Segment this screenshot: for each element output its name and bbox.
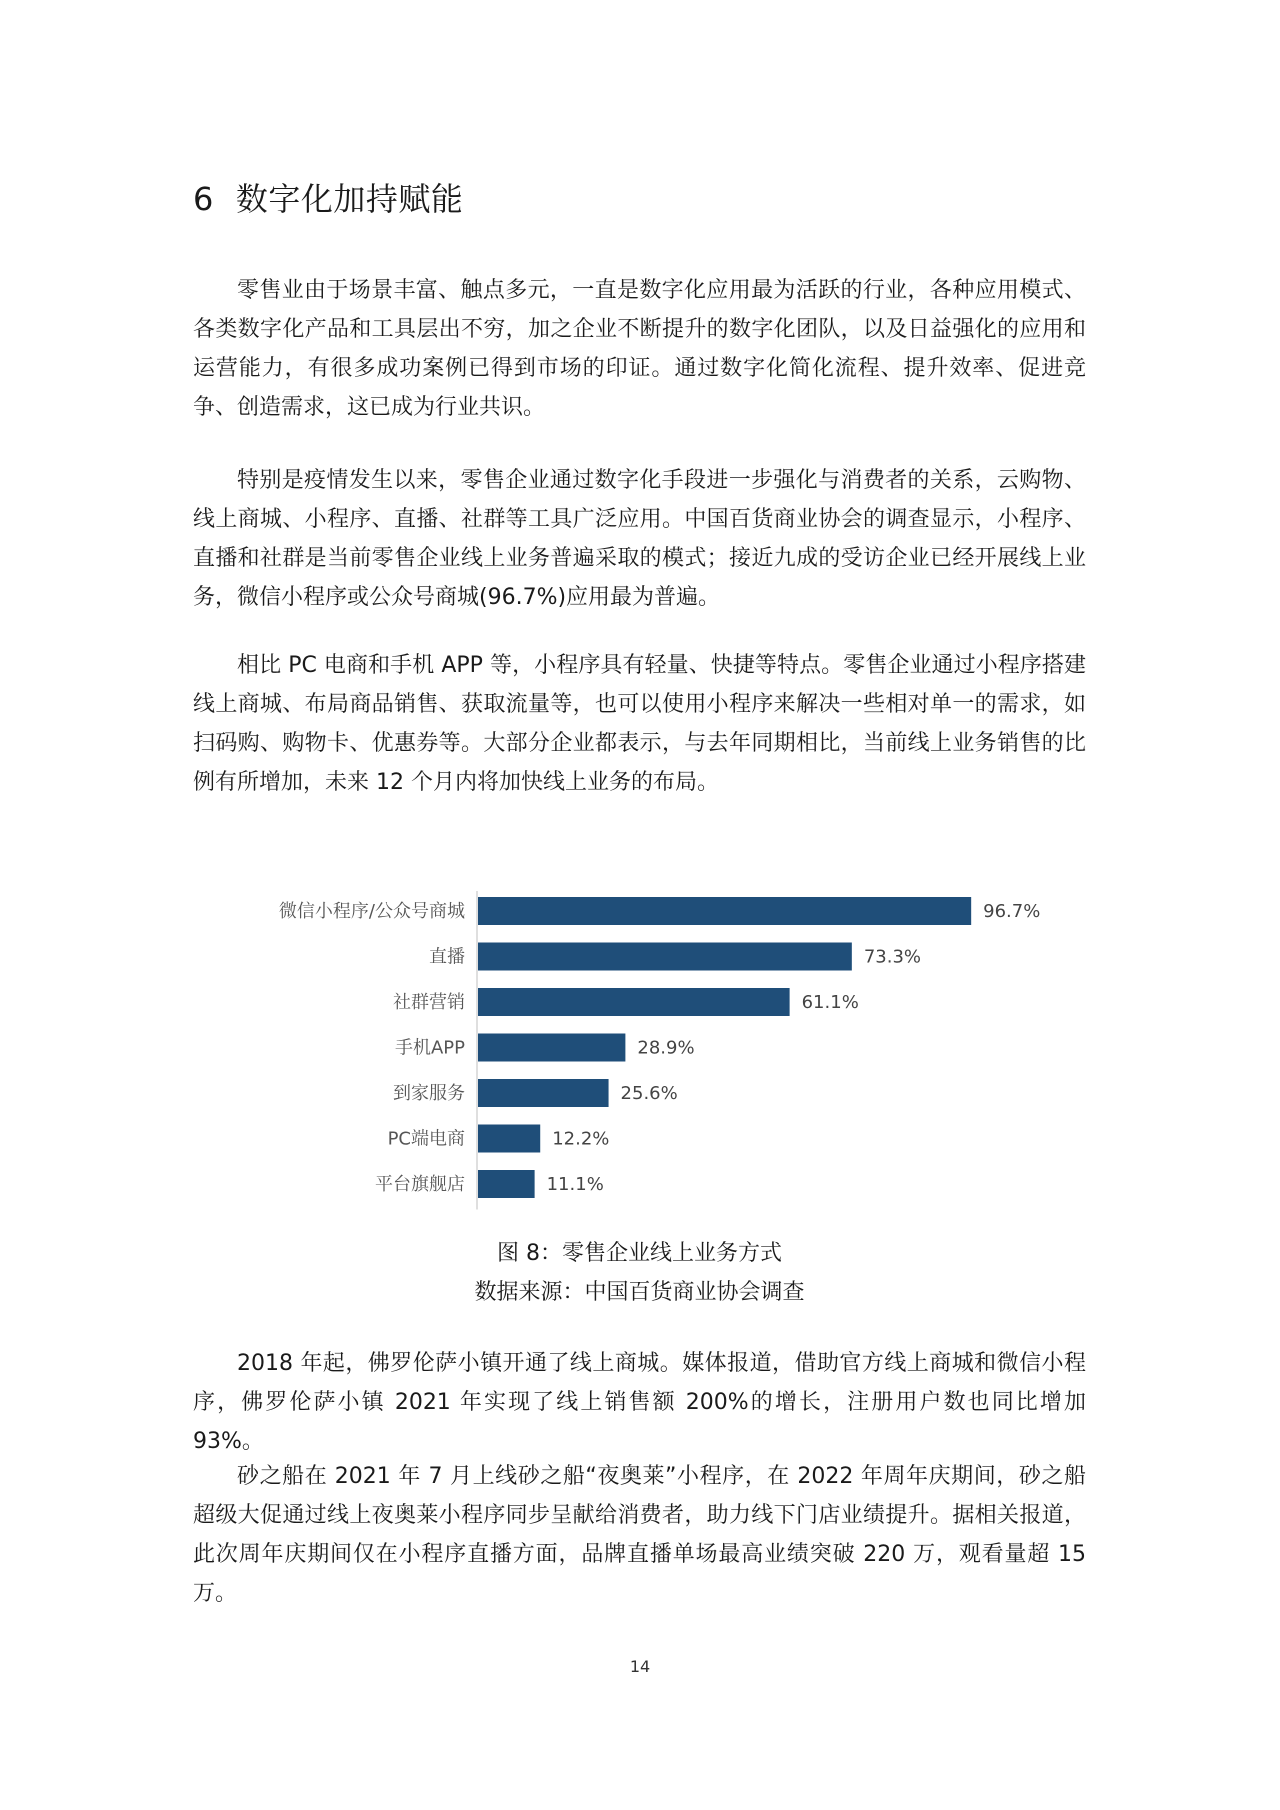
data-label: 28.9% <box>637 1037 695 1059</box>
section-heading <box>193 174 463 220</box>
category-label: 直播 <box>429 946 465 968</box>
bar <box>478 1125 540 1153</box>
data-label: 11.1% <box>546 1174 604 1195</box>
data-label: 73.3% <box>863 946 922 968</box>
body-paragraph: 零售业由于场景丰富、触点多元，一直是数字化应用最为活跃的行业，各种应用模式、各类数字化产品和工具层出不穷，加之企业不断提升的数字化团队，以及日益强化的应用和运营能力，有很多成功案例已得到市场的印证。通过数字化简化流程、提升效率、促进竞争、创造需求，这已成为行业共识。 <box>193 278 1086 420</box>
figure-source: 数据来源：中国百货商业协会调查 <box>474 1280 805 1305</box>
bar <box>478 1079 609 1107</box>
body-paragraph: 相比 PC 电商和手机 APP 等，小程序具有轻量、快捷等特点。零售企业通过小程序搭建线上商城、布局商品销售、获取流量等，也可以使用小程序来解决一些相对单一的需求，如扫码购、购物卡、优惠券等。大部分企业都表示，与去年同期相比，当前线上业务销售的比例有所增加，未来 12 个月内将加快线上业务的布局。 <box>193 653 1086 795</box>
bar <box>478 1034 625 1062</box>
data-label: 96.7% <box>983 901 1041 922</box>
online-business-bar-chart <box>193 885 1086 1215</box>
body-paragraph: 砂之船在 2021 年 7 月上线砂之船“夜奥莱”小程序，在 2022 年周年庆期间，砂之船超级大促通过线上夜奥莱小程序同步呈献给消费者，助力线下门店业绩提升。据相关报道，此次周年庆期间仅在小程序直播方面，品牌直播单场最高业绩突破 220 万，观看量超 15 万。 <box>193 1464 1086 1606</box>
body-paragraph: 特别是疫情发生以来，零售企业通过数字化手段进一步强化与消费者的关系，云购物、线上商城、小程序、直播、社群等工具广泛应用。中国百货商业协会的调查显示，小程序、直播和社群是当前零售企业线上业务普遍采取的模式；接近九成的受访企业已经开展线上业务，微信小程序或公众号商城(96.7%)应用最为普遍。 <box>193 468 1086 610</box>
bar <box>478 943 852 971</box>
category-label: 手机APP <box>394 1037 465 1059</box>
chart-svg <box>193 885 1086 1215</box>
data-label: 61.1% <box>801 992 859 1013</box>
category-label: 平台旗舰店 <box>375 1174 465 1195</box>
figure-caption: 图 8：零售企业线上业务方式 <box>497 1241 782 1266</box>
category-label: 到家服务 <box>393 1083 465 1104</box>
bar <box>478 897 971 925</box>
category-label: 社群营销 <box>393 992 465 1013</box>
section-number: 6 <box>193 180 214 218</box>
page-number: 14 <box>629 1657 651 1676</box>
bar <box>478 1170 535 1198</box>
data-label: 25.6% <box>620 1083 678 1104</box>
category-label: 微信小程序/公众号商城 <box>278 901 465 922</box>
bar <box>478 988 790 1016</box>
category-label: PC端电商 <box>387 1128 465 1150</box>
data-label: 12.2% <box>552 1128 610 1150</box>
section-title: 数字化加持赋能 <box>235 180 464 218</box>
body-paragraph: 2018 年起，佛罗伦萨小镇开通了线上商城。媒体报道，借助官方线上商城和微信小程序，佛罗伦萨小镇 2021 年实现了线上销售额 200%的增长，注册用户数也同比增加 93%。 <box>193 1351 1086 1454</box>
